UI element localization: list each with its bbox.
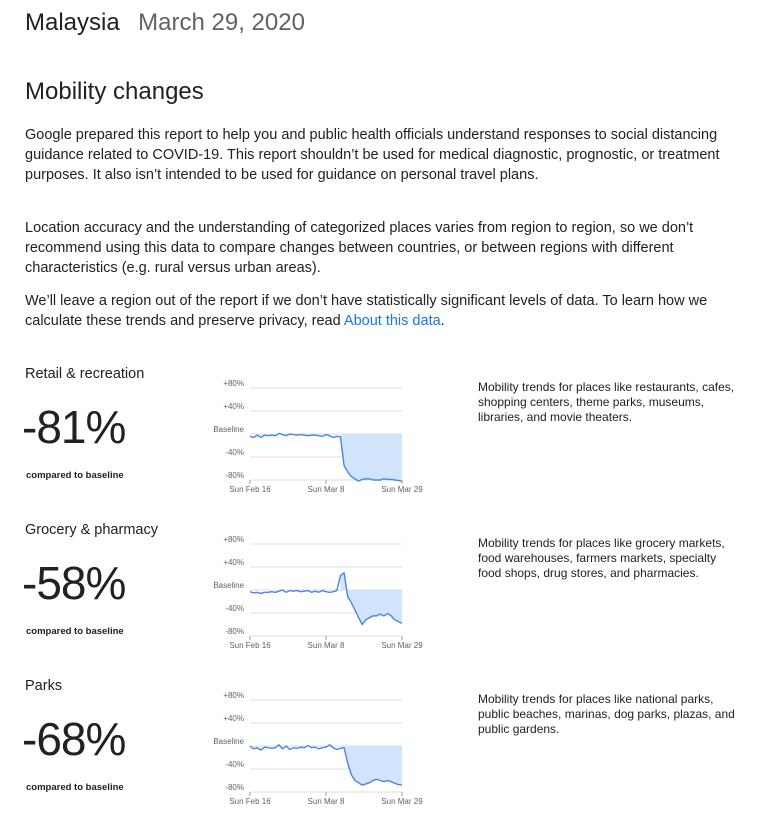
paragraph-3-end: .: [440, 313, 445, 329]
category-retail-recreation: [0, 366, 760, 516]
intro-paragraph-1: Google prepared this report to help you and public health officials understand responses to social distancing guidance related to COVID-19. This report shouldn’t be used for medical diagnostic, prognostic, or treatment purposes. It also isn’t intended to be used for guidance on personal travel plans.: [25, 127, 720, 183]
report-header: [25, 9, 305, 39]
paragraph-3-text: We’ll leave a region out of the report if we don’t have statistically significant levels of data. To learn how we calculate these trends and preserve privacy, read: [25, 293, 708, 329]
x-tick-label: Sun Feb 16: [229, 797, 271, 806]
y-tick-label: Baseline: [213, 425, 244, 434]
below-baseline-area: [340, 746, 402, 785]
y-tick-label: -80%: [225, 783, 244, 792]
category-grocery-pharmacy: [0, 522, 760, 672]
x-tick-label: Sun Mar 8: [307, 641, 345, 650]
category-name: Retail & recreation: [25, 366, 145, 382]
mobility-chart-retail: [190, 372, 435, 498]
change-percent: -58%: [22, 557, 126, 609]
y-tick-label: -80%: [225, 627, 244, 636]
change-percent: -81%: [22, 401, 126, 453]
mobility-chart-parks: [190, 684, 435, 810]
about-this-data-link[interactable]: About this data: [343, 313, 441, 329]
y-tick-label: -40%: [225, 448, 244, 457]
country-name: Malaysia: [25, 9, 120, 36]
mobility-chart-grocery: [190, 528, 435, 654]
compared-to-baseline-label: compared to baseline: [26, 626, 124, 637]
intro-paragraph-3: [25, 291, 725, 331]
y-tick-label: +40%: [223, 714, 244, 723]
y-tick-label: +40%: [223, 558, 244, 567]
category-name: Grocery & pharmacy: [25, 522, 158, 538]
y-tick-label: Baseline: [213, 737, 244, 746]
x-tick-label: Sun Mar 29: [381, 797, 423, 806]
x-tick-label: Sun Mar 8: [307, 485, 345, 494]
category-parks: [0, 678, 760, 826]
x-tick-label: Sun Feb 16: [229, 485, 271, 494]
y-tick-label: -80%: [225, 471, 244, 480]
y-tick-label: +40%: [223, 402, 244, 411]
y-tick-label: -40%: [225, 604, 244, 613]
y-tick-label: -40%: [225, 760, 244, 769]
category-description: Mobility trends for places like restaurants, cafes, shopping centers, theme parks, museums, libraries, and movie theaters.: [478, 380, 735, 424]
category-name: Parks: [25, 678, 63, 694]
y-tick-label: +80%: [223, 379, 244, 388]
category-description: Mobility trends for places like national parks, public beaches, marinas, dog parks, plazas, and public gardens.: [478, 692, 735, 736]
y-tick-label: +80%: [223, 691, 244, 700]
y-tick-label: +80%: [223, 535, 244, 544]
change-percent: -68%: [22, 713, 126, 765]
x-tick-label: Sun Mar 29: [381, 485, 423, 494]
intro-paragraph-2: Location accuracy and the understanding of categorized places varies from region to region, so we don’t recommend using this data to compare changes between countries, or between regions with different characteristics (e.g. rural versus urban areas).: [25, 220, 694, 276]
x-tick-label: Sun Mar 8: [307, 797, 345, 806]
report-date: March 29, 2020: [138, 9, 305, 36]
y-tick-label: Baseline: [213, 581, 244, 590]
x-tick-label: Sun Mar 29: [381, 641, 423, 650]
compared-to-baseline-label: compared to baseline: [26, 470, 124, 481]
section-title: Mobility changes: [25, 78, 204, 105]
category-description: Mobility trends for places like grocery markets, food warehouses, farmers markets, specialty food shops, drug stores, and pharmacies.: [478, 536, 725, 580]
compared-to-baseline-label: compared to baseline: [26, 782, 124, 793]
x-tick-label: Sun Feb 16: [229, 641, 271, 650]
